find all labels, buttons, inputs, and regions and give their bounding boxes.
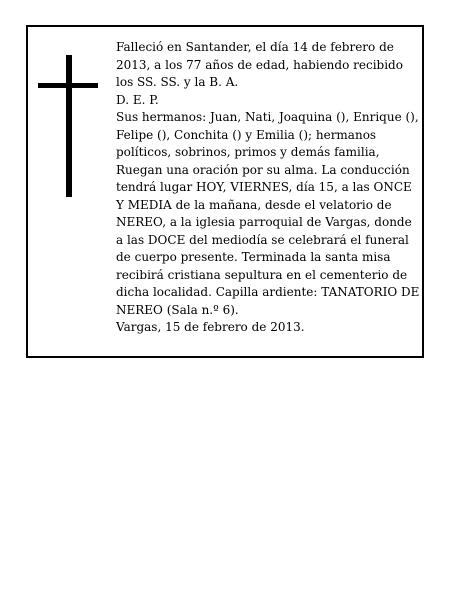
latin-cross-icon [38,55,98,197]
family-list: Sus hermanos: Juan, Nati, Joaquina (), Enrique (), Felipe (), Conchita () y Emilia (); hermanos políticos, sobrinos, primos y demás familia, [116,110,419,159]
rip-line: D. E. P. [116,92,159,107]
notice-text [116,39,421,337]
obituary-notice [26,25,424,358]
cross-horizontal-bar [38,83,98,88]
funeral-details: Ruegan una oración por su alma. La conducción tendrá lugar HOY, VIERNES, día 15, a las ONCE Y MEDIA de la mañana, desde el velatorio de NEREO, a la iglesia parroquial de Vargas, donde a las DOCE del mediodía se celebrará el funeral de cuerpo presente. Terminada la santa misa recibirá cristiana sepultura en el cementerio de dicha localidad. Capilla ardiente: TANATORIO DE NEREO (Sala n.º 6). [116,162,420,317]
cross-vertical-bar [66,55,72,197]
death-announcement: Falleció en Santander, el día 14 de febrero de 2013, a los 77 años de edad, habiendo recibido los SS. SS. y la B. A. [116,40,403,89]
place-date-line: Vargas, 15 de febrero de 2013. [116,320,305,334]
